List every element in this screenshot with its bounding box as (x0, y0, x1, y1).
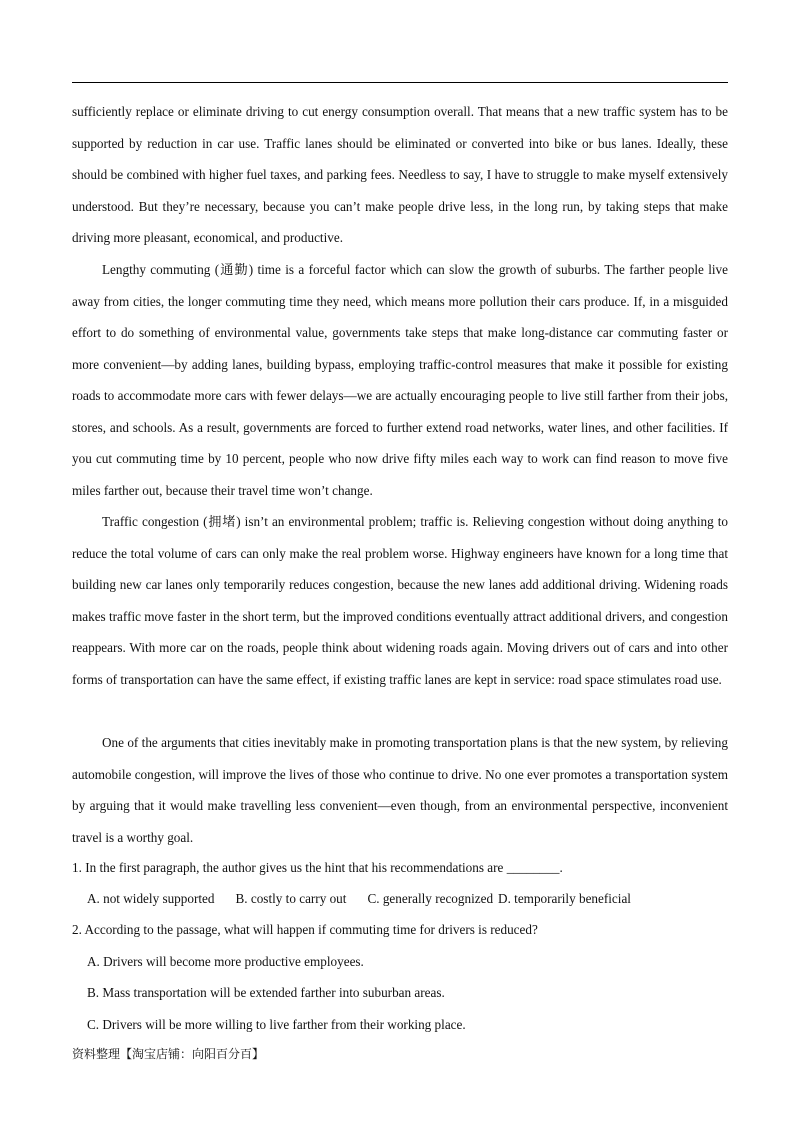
question-1-stem: 1. In the first paragraph, the author gives us the hint that his recommendations are ________. (72, 860, 563, 875)
question-1-options (87, 889, 631, 909)
q1-option-c: C. generally recognized (367, 891, 494, 906)
paragraph-2: Lengthy commuting (通勤) time is a forceful factor which can slow the growth of suburbs. The farther people live away from cities, the longer commuting time they need, which means more pollution their cars produce. If, in a misguided effort to do something of environmental value, governments take steps that make long-distance car commuting faster or more convenient—by adding lanes, building bypass, employing traffic-control measures that make it possible for existing roads to accommodate more cars with fewer delays—we are actually encouraging people to live still farther from their jobs, stores, and schools. As a result, governments are forced to further extend road networks, water lines, and other facilities. If you cut commuting time by 10 percent, people who now drive fifty miles each way to work can find reason to move five miles farther out, because their travel time won’t change. (72, 262, 728, 498)
paragraph-3: Traffic congestion (拥堵) isn’t an environmental problem; traffic is. Relieving congestion without doing anything to reduce the total volume of cars can only make the real problem worse. Highway engineers have known for a long time that building new car lanes only temporarily reduces congestion, because the new lanes add additional driving. Widening roads makes traffic move faster in the short term, but the improved conditions eventually attract additional drivers, and congestion reappears. With more car on the roads, people think about widening roads again. Moving drivers out of cars and into other forms of transportation can have the same effect, if existing traffic lanes are kept in service: road space stimulates road use. (72, 514, 728, 687)
footer-source-note: 资料整理【淘宝店铺：向阳百分百】 (72, 1047, 265, 1061)
paragraph-1: sufficiently replace or eliminate driving to cut energy consumption overall. That means that a new traffic system has to be supported by reduction in car use. Traffic lanes should be eliminated or converted into bike or bus lanes. Ideally, these should be combined with higher fuel taxes, and parking fees. Needless to say, I have to struggle to make myself extensively understood. But they’re necessary, because you can’t make people drive less, in the long run, by taking steps that make driving more pleasant, economical, and productive. (72, 104, 728, 245)
paragraph-4: One of the arguments that cities inevitably make in promoting transportation plans is that the new system, by relieving automobile congestion, will improve the lives of those who continue to drive. No one ever promotes a transportation system by arguing that it would make travelling less convenient—even though, from an environmental perspective, inconvenient travel is a worthy goal. (72, 735, 728, 845)
q2-option-b: B. Mass transportation will be extended farther into suburban areas. (87, 985, 445, 1000)
q2-option-c: C. Drivers will be more willing to live farther from their working place. (87, 1017, 466, 1032)
question-2-stem: 2. According to the passage, what will happen if commuting time for drivers is reduced? (72, 922, 538, 937)
header-rule (72, 82, 728, 83)
q2-option-a: A. Drivers will become more productive employees. (87, 954, 364, 969)
q1-option-a: A. not widely supported (87, 891, 215, 906)
q1-option-b: B. costly to carry out (235, 891, 347, 906)
q1-option-d: D. temporarily beneficial (498, 891, 631, 906)
